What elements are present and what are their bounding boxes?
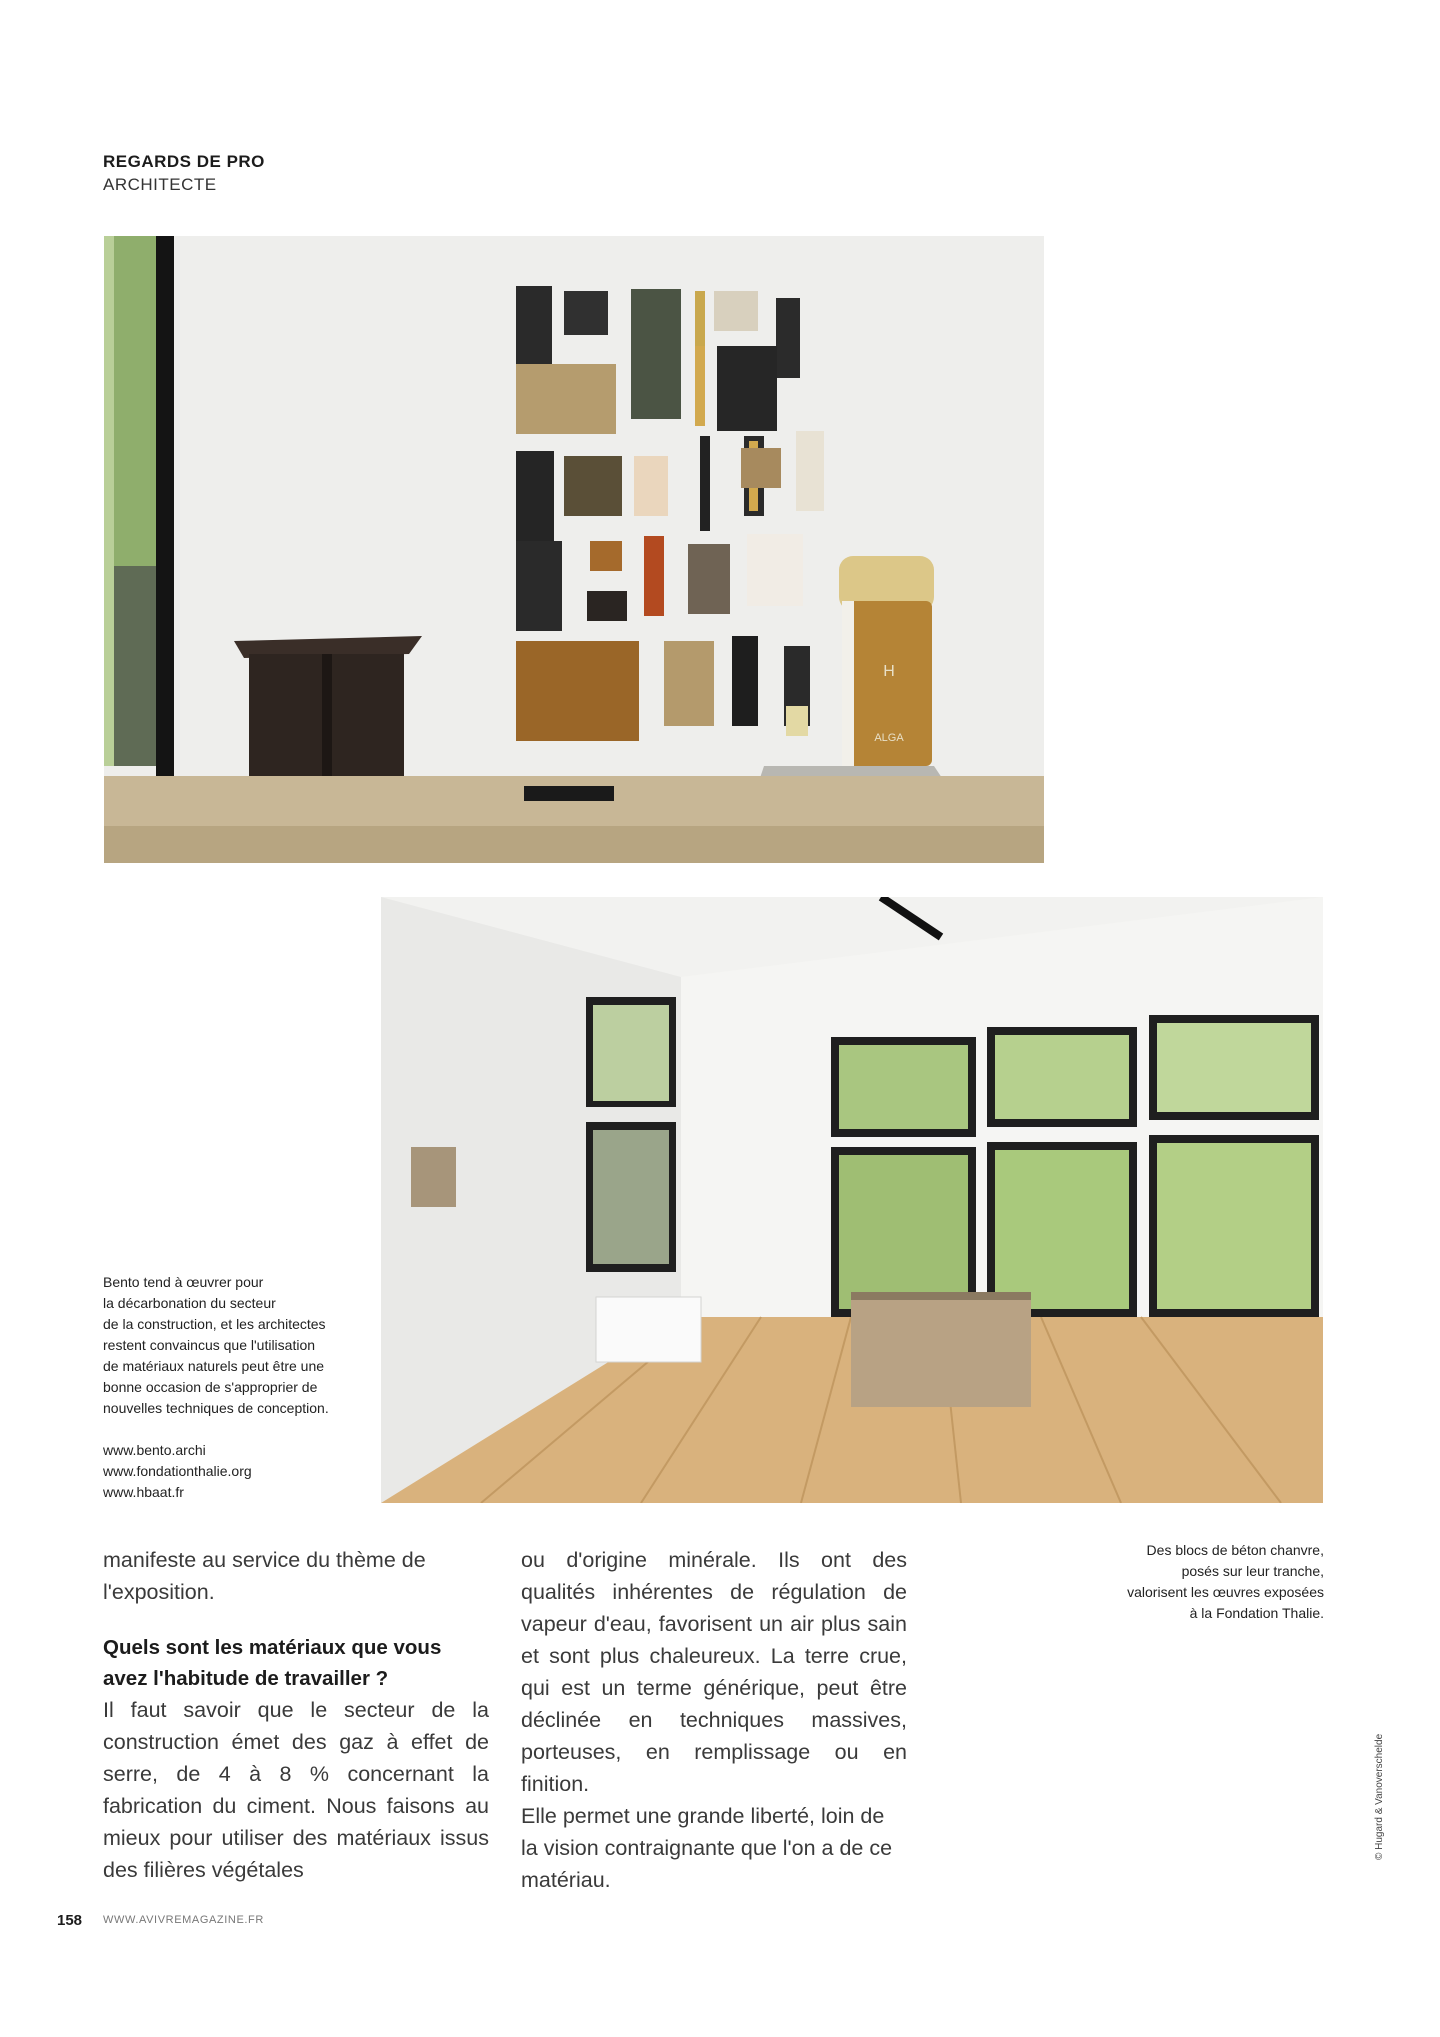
caption-line: nouvelles techniques de conception.: [103, 1400, 329, 1416]
link-fondation-thalie[interactable]: www.fondationthalie.org: [103, 1463, 252, 1479]
caption-line: Des blocs de béton chanvre,: [1146, 1542, 1324, 1558]
page-number: 158: [57, 1912, 83, 1929]
caption-line: Bento tend à œuvrer pour: [103, 1274, 264, 1290]
section-title: REGARDS DE PRO: [103, 152, 265, 171]
caption-line: restent convaincus que l'utilisation: [103, 1337, 316, 1353]
link-hbaat[interactable]: www.hbaat.fr: [103, 1484, 184, 1500]
caption-right: [1040, 1540, 1324, 1624]
caption-line: à la Fondation Thalie.: [1189, 1605, 1324, 1621]
article-column-1: [103, 1544, 489, 1886]
svg-text:ALGA: ALGA: [874, 732, 904, 744]
materials-wall-photo: [104, 236, 1044, 863]
paragraph: Elle permet une grande liberté, loin de la vision contraignante que l'on a de ce matériau.: [521, 1804, 893, 1892]
footer-url[interactable]: WWW.AVIVREMAGAZINE.FR: [103, 1914, 264, 1926]
article-column-2: [521, 1544, 907, 1896]
section-subtitle: ARCHITECTE: [103, 175, 217, 194]
link-bento[interactable]: www.bento.archi: [103, 1442, 206, 1458]
caption-line: posés sur leur tranche,: [1181, 1563, 1324, 1579]
svg-text:H: H: [883, 663, 895, 680]
caption-line: de matériaux naturels peut être une: [103, 1358, 325, 1374]
interview-question: Quels sont les matériaux que vous avez l'habitude de travailler ?: [103, 1636, 442, 1690]
exhibition-room-photo: [381, 897, 1323, 1503]
caption-line: la décarbonation du secteur: [103, 1295, 276, 1311]
paragraph: manifeste au service du thème de l'exposition.: [103, 1548, 426, 1604]
paragraph: Il faut savoir que le secteur de la construction émet des gaz à effet de serre, de 4 à 8 % concernant la fabrication du ciment. Nous faisons au mieux pour utiliser des matériaux issus des filières végétales: [103, 1698, 489, 1882]
caption-line: de la construction, et les architectes: [103, 1316, 326, 1332]
caption-line: valorisent les œuvres exposées: [1127, 1584, 1324, 1600]
links-list: [103, 1440, 363, 1503]
caption-left: [103, 1272, 363, 1503]
paragraph: ou d'origine minérale. Ils ont des qualités inhérentes de régulation de vapeur d'eau, favorisent un air plus sain et sont plus chaleureux. La terre crue, qui est un terme générique, peut être déclinée en techniques massives, porteuses, en remplissage ou en finition.: [521, 1548, 907, 1796]
caption-line: bonne occasion de s'approprier de: [103, 1379, 318, 1395]
photo-credit: © Hugard & Vanoverschelde: [1374, 1733, 1385, 1860]
